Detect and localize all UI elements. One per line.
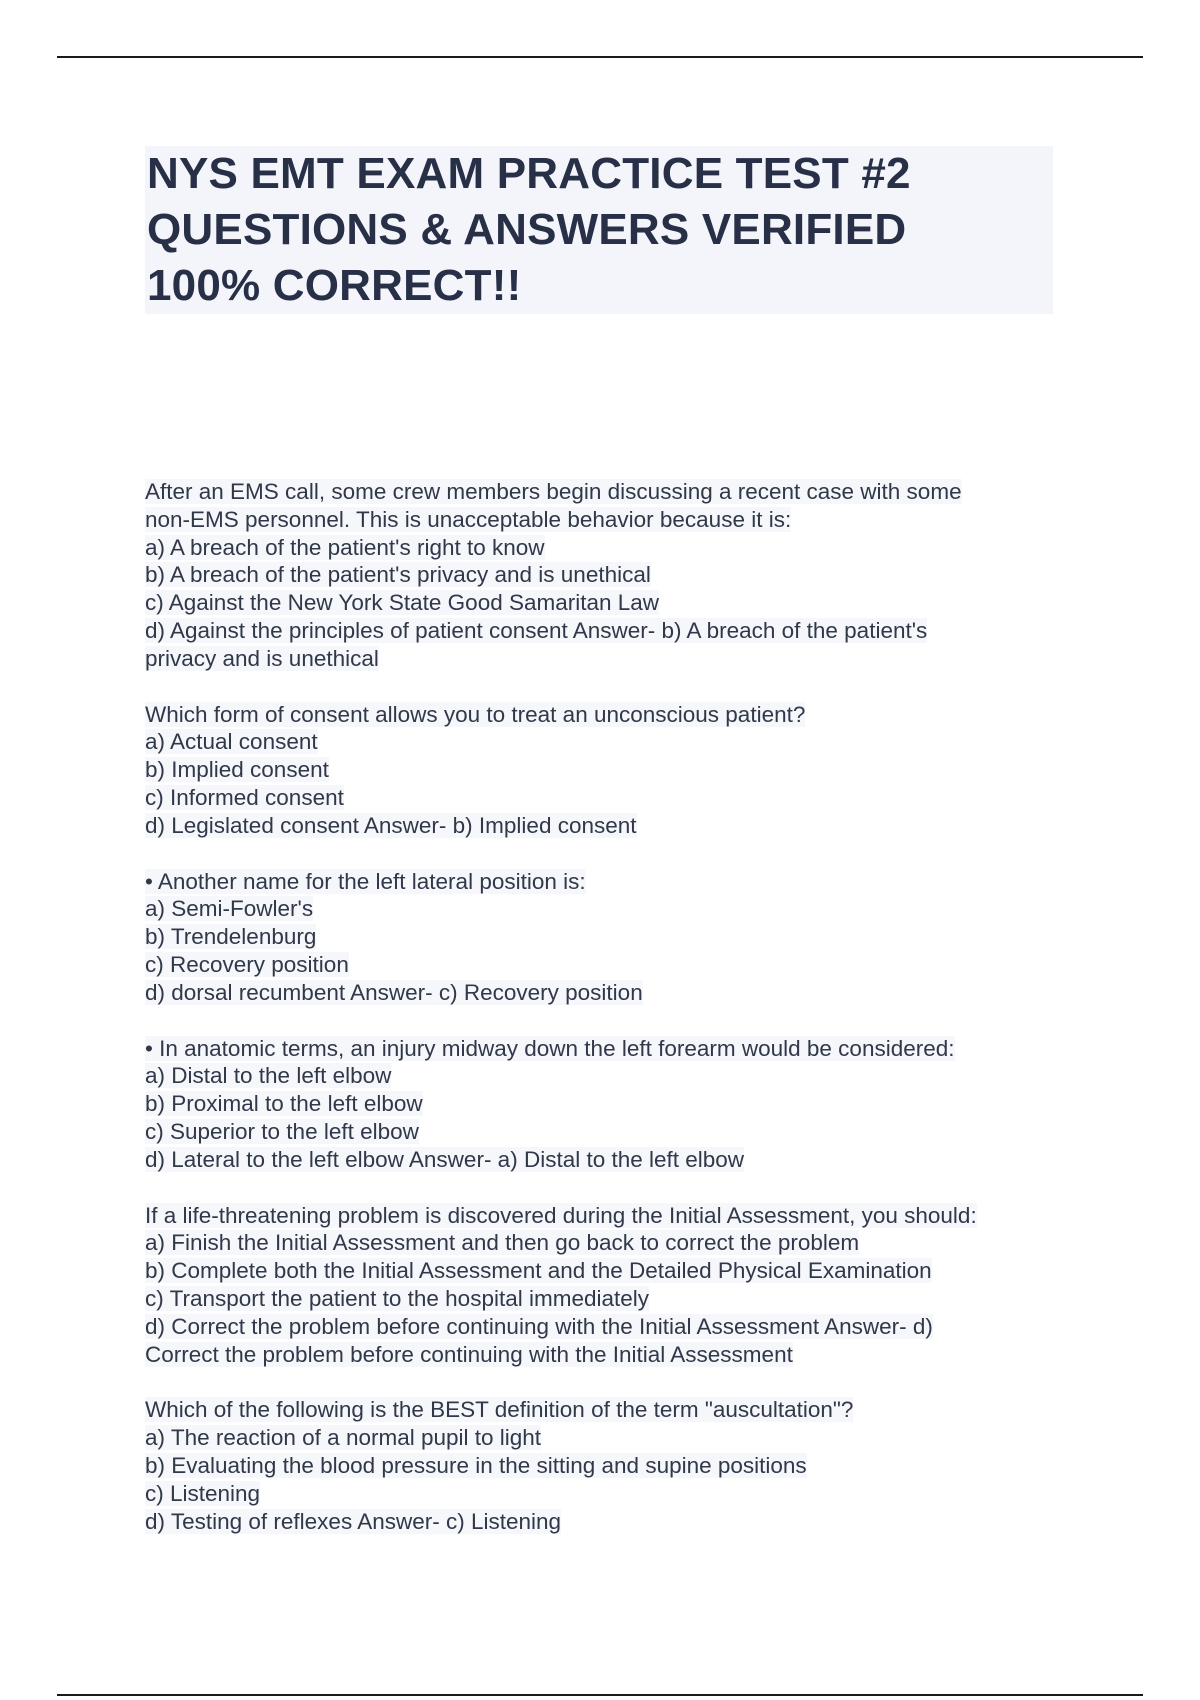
answer-line: privacy and is unethical xyxy=(145,645,379,671)
question-line: Which form of consent allows you to treat an unconscious patient? xyxy=(145,701,806,727)
option-line: a) Semi-Fowler's xyxy=(145,896,314,922)
bottom-rule xyxy=(57,1694,1143,1696)
option-line: a) Finish the Initial Assessment and then go back to correct the problem xyxy=(145,1230,860,1256)
question-line: • In anatomic terms, an injury midway down the left forearm would be considered: xyxy=(145,1035,955,1061)
option-line: a) Distal to the left elbow xyxy=(145,1063,392,1089)
document-title xyxy=(145,146,1053,314)
question-block xyxy=(145,701,1065,840)
option-line: c) Transport the patient to the hospital immediately xyxy=(145,1285,650,1311)
option-line: a) The reaction of a normal pupil to light xyxy=(145,1425,542,1451)
option-line: c) Superior to the left elbow xyxy=(145,1118,419,1144)
question-list xyxy=(145,478,1065,1563)
title-line: QUESTIONS & ANSWERS VERIFIED xyxy=(147,205,907,254)
answer-line: d) Against the principles of patient consent Answer- b) A breach of the patient's xyxy=(145,617,928,643)
question-line: • Another name for the left lateral position is: xyxy=(145,868,586,894)
answer-line: d) dorsal recumbent Answer- c) Recovery position xyxy=(145,979,643,1005)
question-block xyxy=(145,868,1065,1007)
question-line: After an EMS call, some crew members begin discussing a recent case with some xyxy=(145,479,962,504)
title-line: 100% CORRECT!! xyxy=(147,261,522,310)
option-line: c) Against the New York State Good Samaritan Law xyxy=(145,590,660,616)
option-line: b) Trendelenburg xyxy=(145,924,317,950)
option-line: c) Recovery position xyxy=(145,951,349,977)
question-block xyxy=(145,1396,1065,1535)
answer-line: d) Lateral to the left elbow Answer- a) Distal to the left elbow xyxy=(145,1146,745,1172)
option-line: c) Informed consent xyxy=(145,784,344,810)
option-line: b) Implied consent xyxy=(145,757,329,783)
question-line: If a life-threatening problem is discovered during the Initial Assessment, you should: xyxy=(145,1202,977,1228)
title-line: NYS EMT EXAM PRACTICE TEST #2 xyxy=(147,149,911,198)
top-rule xyxy=(57,56,1143,58)
option-line: c) Listening xyxy=(145,1480,261,1506)
option-line: b) Evaluating the blood pressure in the sitting and supine positions xyxy=(145,1452,807,1478)
answer-line: d) Testing of reflexes Answer- c) Listening xyxy=(145,1508,562,1534)
answer-line: Correct the problem before continuing with the Initial Assessment xyxy=(145,1341,793,1367)
answer-line: d) Legislated consent Answer- b) Implied consent xyxy=(145,812,637,838)
question-block xyxy=(145,1035,1065,1174)
answer-line: d) Correct the problem before continuing with the Initial Assessment Answer- d) xyxy=(145,1313,933,1339)
option-line: a) Actual consent xyxy=(145,729,318,755)
question-line: Which of the following is the BEST definition of the term "auscultation"? xyxy=(145,1397,854,1423)
option-line: b) Complete both the Initial Assessment and the Detailed Physical Examination xyxy=(145,1258,932,1284)
option-line: b) A breach of the patient's privacy and is unethical xyxy=(145,562,651,588)
question-line: non-EMS personnel. This is unacceptable behavior because it is: xyxy=(145,506,792,532)
option-line: a) A breach of the patient's right to know xyxy=(145,534,545,560)
question-block xyxy=(145,478,1065,673)
question-block xyxy=(145,1202,1065,1369)
option-line: b) Proximal to the left elbow xyxy=(145,1091,423,1117)
